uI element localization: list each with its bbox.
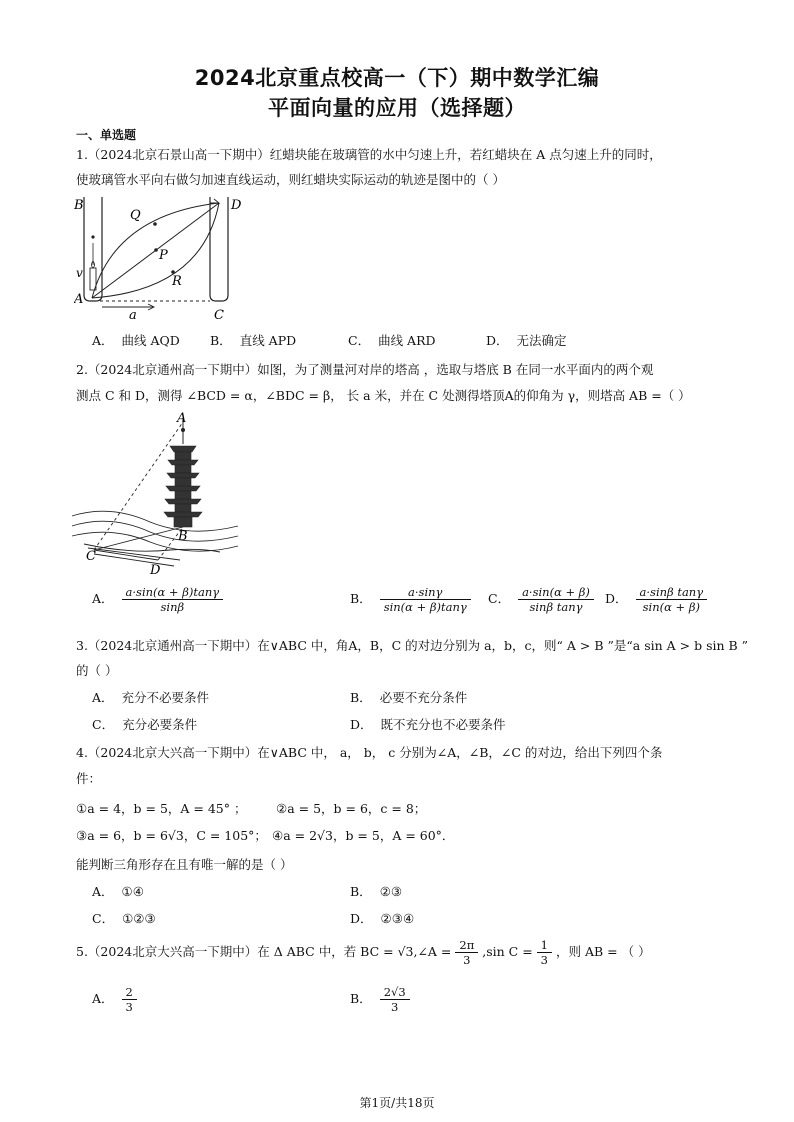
q1-option-c[interactable] [348,331,436,349]
q2-option-c-numerator: a·sin(α + β) [518,585,594,600]
q4-condition-2: ②a = 5，b = 6，c = 8； [276,801,427,816]
q2-option-a-label: A． [92,591,114,606]
q3-option-a[interactable] [92,688,209,706]
q1-figure [74,195,254,320]
q3-option-b[interactable] [350,688,467,706]
q4-option-d-text: ②③④ [380,911,415,926]
q5-frac1-numerator: 2π [455,938,478,953]
q5-option-b-label: B． [350,991,372,1006]
q1-option-b-label: B． [210,333,232,348]
q4-condition-4: ④a = 2√3，b = 5，A = 60°． [272,828,455,843]
q4-condition-1: ①a = 4，b = 5，A = 45° ； [76,801,247,816]
q5-text-pre: 5.（2024北京大兴高一下期中）在 Δ ABC 中，若 BC = √3,∠A = [76,944,452,959]
q5-option-b-denominator: 3 [391,1000,399,1014]
q5-option-a-label: A． [92,991,114,1006]
q4-text-line1: 4.（2024北京大兴高一下期中）在∨ABC 中， a， b， c 分别为∠A，∠B，∠C 的对边，给出下列四个条 [76,745,663,760]
q4-option-d[interactable] [350,909,414,927]
q4-option-a[interactable] [92,882,144,900]
q3-option-a-text: 充分不必要条件 [121,690,210,705]
q1-option-b-text: 直线 APD [239,333,297,348]
q2-option-c-denominator: sinβ tanγ [529,600,583,614]
q5-frac2-numerator: 1 [537,938,552,953]
page-title: 2024北京重点校高一（下）期中数学汇编 [194,66,600,90]
q4-question-line: 能判断三角形存在且有唯一解的是（ ） [76,857,293,872]
q3-text-line2: 的（ ） [76,663,118,678]
q5-text [76,938,651,967]
fig1-label-q: Q [130,208,141,223]
q1-text-line1: 1.（2024北京石景山高一下期中）红蜡块能在玻璃管的水中匀速上升，若红蜡块在 A 点匀速上升的同时， [76,147,662,162]
q4-option-a-label: A． [92,884,114,899]
q4-option-c-text: ①②③ [122,911,156,926]
q5-frac1-denominator: 3 [463,953,471,967]
q1-option-d[interactable] [486,331,567,349]
q1-option-d-text: 无法确定 [516,333,567,348]
q2-option-b-denominator: sin(α + β)tanγ [383,600,467,614]
q5-option-b[interactable] [350,985,410,1014]
q2-option-d[interactable] [605,585,707,614]
q5-option-a-numerator: 2 [122,985,137,1000]
q4-option-a-text: ①④ [121,884,144,899]
fig1-label-a-accel: a [129,308,137,320]
q1-option-a-label: A． [92,333,114,348]
q2-option-b[interactable] [350,585,471,614]
q2-option-b-label: B． [350,591,372,606]
q3-option-b-label: B． [350,690,372,705]
q1-option-d-label: D． [486,333,509,348]
q3-option-d[interactable] [350,715,506,733]
q5-option-a[interactable] [92,985,137,1014]
q2-option-c-label: C． [488,591,511,606]
q1-option-c-text: 曲线 ARD [378,333,436,348]
q4-condition-3: ③a = 6，b = 6√3，C = 105°； [76,828,267,843]
fig1-label-c: C [214,308,224,320]
fig2-label-d: D [150,563,161,578]
q2-option-d-denominator: sin(α + β) [642,600,700,614]
q3-option-b-text: 必要不充分条件 [379,690,468,705]
q3-text-line1: 3.（2024北京通州高一下期中）在∨ABC 中，角A，B，C 的对边分别为 a，b，c，则“ A > B ”是“a sin A > b sin B ” [76,638,749,653]
q2-text-line2: 测点 C 和 D，测得 ∠BCD = α，∠BDC = β， 长 a 米，并在 C 处测得塔顶A的仰角为 γ，则塔高 AB =（ ） [76,388,691,403]
q4-option-c[interactable] [92,909,156,927]
q2-option-d-label: D． [605,591,628,606]
q4-text-line2: 件： [76,771,102,786]
fig1-label-v: v [76,266,83,280]
fig1-label-d: D [231,198,242,213]
q2-option-b-numerator: a·sinγ [380,585,471,600]
q3-option-d-label: D． [350,717,373,732]
fig2-label-b: B [178,529,188,544]
q2-figure [70,408,240,580]
q5-text-post: ，则 AB = （ ） [555,944,651,959]
fig2-label-c: C [86,549,96,564]
q5-option-b-numerator: 2√3 [380,985,410,1000]
q2-option-a-numerator: a·sin(α + β)tanγ [122,585,224,600]
q2-option-a[interactable] [92,585,223,614]
q2-option-a-denominator: sinβ [160,600,185,614]
q1-option-c-label: C． [348,333,371,348]
section-heading: 一、单选题 [76,128,137,142]
q2-text-line1: 2.（2024北京通州高一下期中）如图，为了测量河对岸的塔高 ，选取与塔底 B 在同一水平面内的两个观 [76,362,654,377]
q5-text-mid: ,sin C = [482,944,533,959]
q4-option-b-text: ②③ [379,884,403,899]
q3-option-c[interactable] [92,715,197,733]
q4-option-d-label: D． [350,911,373,926]
q4-option-b[interactable] [350,882,402,900]
page-subtitle: 平面向量的应用（选择题） [268,96,526,120]
q3-option-d-text: 既不充分也不必要条件 [380,717,506,732]
fig2-label-a: A [177,411,187,426]
fig1-label-a-point: A [74,292,84,307]
fig1-label-r: R [172,274,182,289]
q3-option-a-label: A． [92,690,114,705]
q4-option-c-label: C． [92,911,115,926]
q5-option-a-denominator: 3 [125,1000,133,1014]
fig1-label-p: P [159,248,168,263]
q2-option-c[interactable] [488,585,594,614]
q1-option-a-text: 曲线 AQD [121,333,180,348]
fig1-label-b: B [74,198,84,213]
q1-text-line2: 使玻璃管水平向右做匀加速直线运动，则红蜡块实际运动的轨迹是图中的（ ） [76,172,505,187]
page-footer: 第1页/共18页 [359,1096,435,1110]
q1-option-a[interactable] [92,331,180,349]
q4-option-b-label: B． [350,884,372,899]
q1-option-b[interactable] [210,331,296,349]
q5-frac2-denominator: 3 [540,953,548,967]
q2-option-d-numerator: a·sinβ tanγ [636,585,708,600]
q3-option-c-label: C． [92,717,115,732]
q3-option-c-text: 充分必要条件 [122,717,198,732]
